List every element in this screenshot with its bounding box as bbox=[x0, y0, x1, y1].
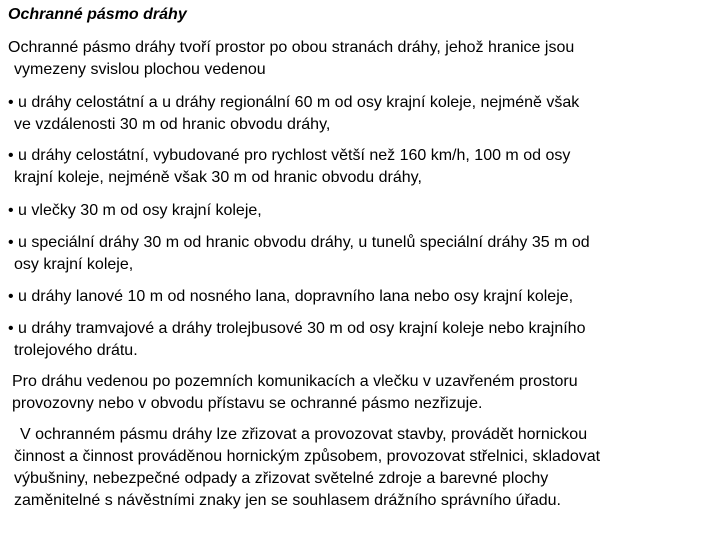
closing-paragraph-2 bbox=[14, 424, 600, 512]
bullet-line: • u dráhy celostátní a u dráhy regionální 60 m od osy krajní koleje, nejméně však bbox=[8, 94, 580, 111]
closing-line: Pro dráhu vedenou po pozemních komunikacích a vlečku v uzavřeném prostoru bbox=[12, 373, 578, 390]
bullet-line: • u dráhy celostátní, vybudované pro rychlost větší než 160 km/h, 100 m od osy bbox=[8, 147, 571, 164]
bullet-item bbox=[8, 286, 573, 308]
closing-line: zaměnitelné s návěstními znaky jen se souhlasem drážního správního úřadu. bbox=[14, 492, 561, 509]
bullet-item bbox=[8, 145, 570, 189]
intro-line: Ochranné pásmo dráhy tvoří prostor po obou stranách dráhy, jehož hranice jsou bbox=[8, 39, 575, 56]
bullet-item bbox=[8, 200, 262, 222]
bullet-item bbox=[8, 232, 590, 276]
closing-line: provozovny nebo v obvodu přístavu se ochranné pásmo nezřizuje. bbox=[12, 395, 483, 412]
bullet-line: • u dráhy tramvajové a dráhy trolejbusové 30 m od osy krajní koleje nebo krajního bbox=[8, 320, 586, 337]
closing-line: činnost a činnost prováděnou hornickým způsobem, provozovat střelnici, skladovat bbox=[14, 448, 601, 465]
intro-paragraph bbox=[8, 37, 574, 81]
bullet-line: • u speciální dráhy 30 m od hranic obvodu dráhy, u tunelů speciální dráhy 35 m od bbox=[8, 234, 590, 251]
intro-line: vymezeny svislou plochou vedenou bbox=[14, 61, 266, 78]
page-title: Ochranné pásmo dráhy bbox=[8, 6, 187, 23]
closing-line: V ochranném pásmu dráhy lze zřizovat a provozovat stavby, provádět hornickou bbox=[20, 426, 588, 443]
bullet-line: • u dráhy lanové 10 m od nosného lana, dopravního lana nebo osy krajní koleje, bbox=[8, 288, 574, 305]
bullet-item bbox=[8, 92, 579, 136]
closing-line: výbušniny, nebezpečné odpady a zřizovat světelné zdroje a barevné plochy bbox=[14, 470, 549, 487]
bullet-line: trolejového drátu. bbox=[14, 342, 138, 359]
bullet-line: • u vlečky 30 m od osy krajní koleje, bbox=[8, 202, 262, 219]
bullet-item bbox=[8, 318, 585, 362]
bullet-line: osy krajní koleje, bbox=[14, 256, 134, 273]
bullet-line: krajní koleje, nejméně však 30 m od hranic obvodu dráhy, bbox=[14, 169, 422, 186]
bullet-line: ve vzdálenosti 30 m od hranic obvodu dráhy, bbox=[14, 116, 331, 133]
closing-paragraph-1 bbox=[12, 371, 578, 415]
